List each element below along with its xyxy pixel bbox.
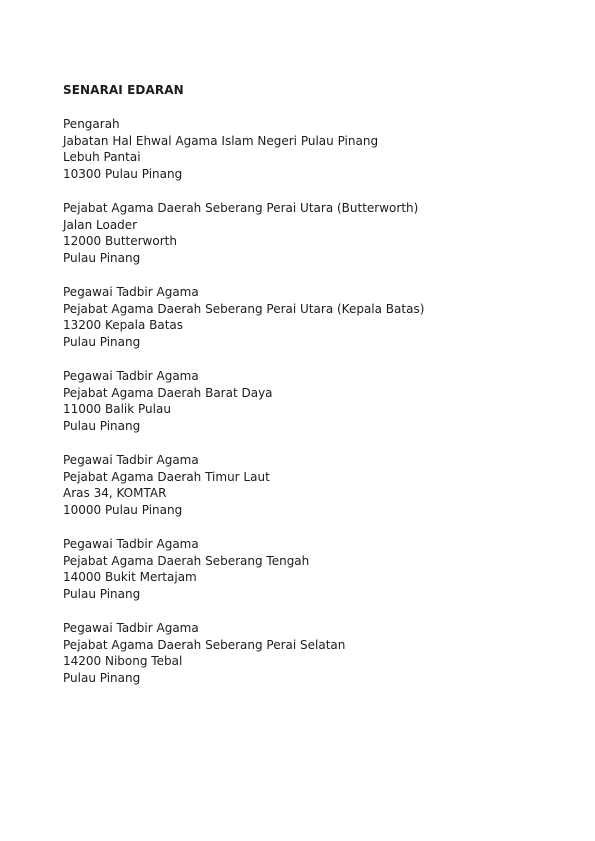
address-line: Pejabat Agama Daerah Seberang Perai Selatan [63,637,346,652]
address-block-4 [63,368,563,435]
address-line: Pulau Pinang [63,419,141,434]
address-line: 10300 Pulau Pinang [63,167,183,182]
address-line: 14200 Nibong Tebal [63,654,183,669]
address-block-7 [63,620,563,687]
address-line: Pulau Pinang [63,335,141,350]
address-block-5 [63,452,563,519]
address-line: Aras 34, KOMTAR [63,486,167,501]
address-line: Pegawai Tadbir Agama [63,368,199,383]
address-line: Pejabat Agama Daerah Seberang Tengah [63,553,310,568]
address-line: 12000 Butterworth [63,234,177,249]
address-block-3 [63,284,563,351]
document-title: SENARAI EDARAN [63,83,184,97]
address-line: 13200 Kepala Batas [63,318,184,333]
address-block-1 [63,116,563,183]
address-line: Pengarah [63,116,120,131]
address-line: Pejabat Agama Daerah Barat Daya [63,385,273,400]
address-block-2 [63,200,563,267]
address-line: 11000 Balik Pulau [63,402,171,417]
address-line: Pulau Pinang [63,251,141,266]
document-content [63,82,563,704]
address-line: Pegawai Tadbir Agama [63,452,199,467]
address-line: Jalan Loader [63,217,138,232]
address-line: 10000 Pulau Pinang [63,503,183,518]
address-line: Pejabat Agama Daerah Seberang Perai Utara (Kepala Batas) [63,301,425,316]
address-line: Jabatan Hal Ehwal Agama Islam Negeri Pulau Pinang [63,133,379,148]
address-line: Pulau Pinang [63,587,141,602]
address-line: Pegawai Tadbir Agama [63,284,199,299]
address-line: Pegawai Tadbir Agama [63,620,199,635]
address-line: Pejabat Agama Daerah Timur Laut [63,469,270,484]
address-line: 14000 Bukit Mertajam [63,570,197,585]
address-block-6 [63,536,563,603]
address-line: Pulau Pinang [63,671,141,686]
address-line: Pegawai Tadbir Agama [63,536,199,551]
address-line: Lebuh Pantai [63,150,141,165]
address-line: Pejabat Agama Daerah Seberang Perai Utara (Butterworth) [63,200,419,215]
